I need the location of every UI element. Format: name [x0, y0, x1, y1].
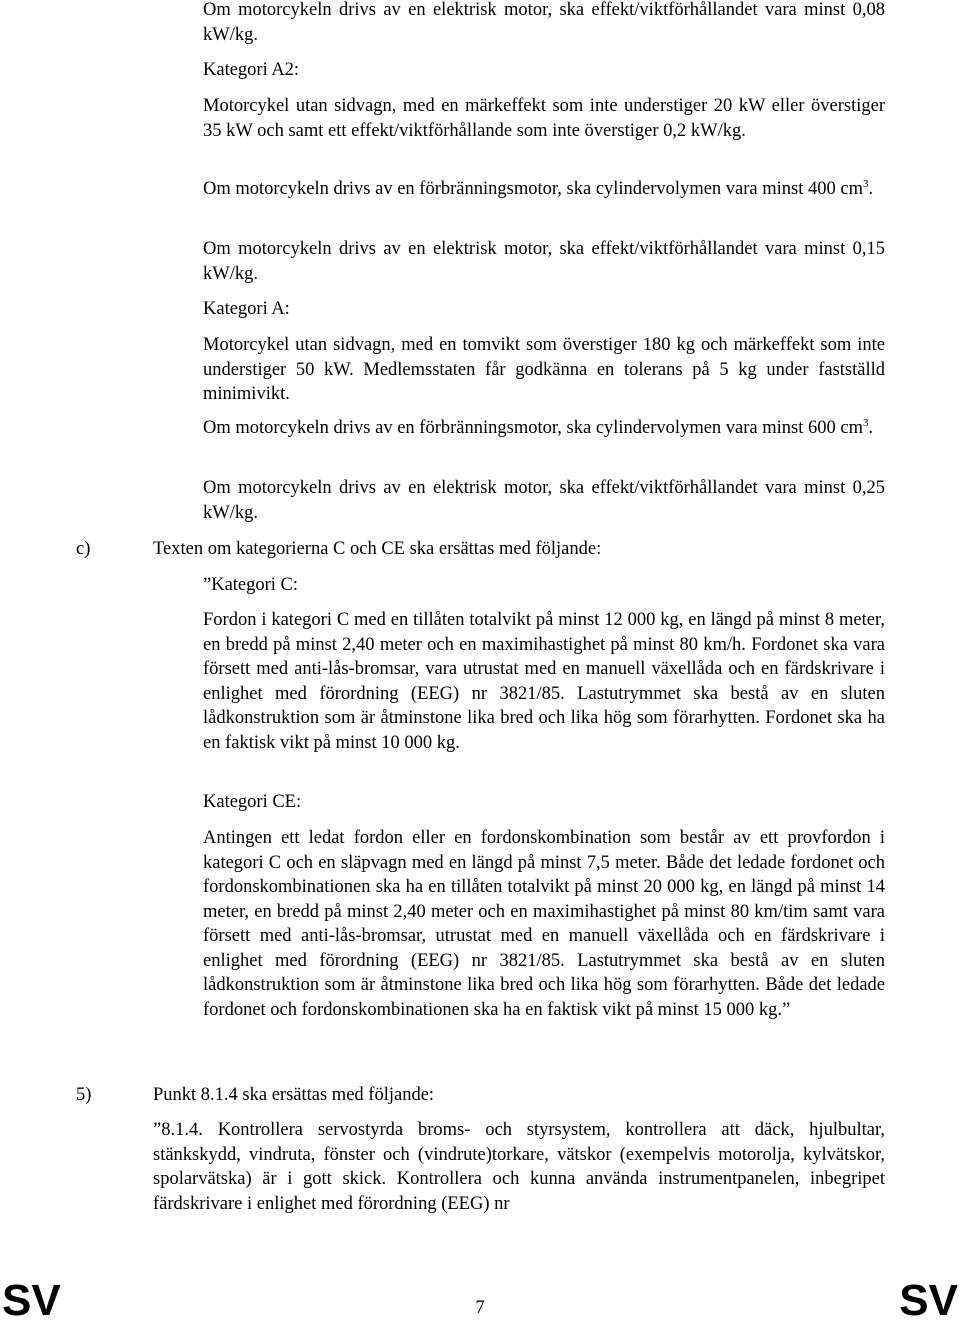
superscript: 3: [862, 417, 869, 429]
heading-kategori-c: ”Kategori C:: [203, 575, 299, 595]
heading-kategori-ce: Kategori CE:: [203, 792, 302, 812]
a-combustion-end: .: [868, 418, 874, 438]
paragraph-5-intro: Punkt 8.1.4 ska ersättas med följande:: [153, 1085, 435, 1105]
paragraph-a-definition: Motorcykel utan sidvagn, med en tomvikt som överstiger 180 kg och märkeffekt som inte understiger 50 kW. Medlemsstaten får godkänna en tolerans på 5 kg under fastställd minimivikt.: [203, 335, 885, 404]
paragraph-a2-combustion: [203, 177, 885, 202]
paragraph-5-text: ”8.1.4. Kontrollera servostyrda broms- och styrsystem, kontrollera att däck, hjulbultar, stänkskydd, vindruta, fönster och (vindrute)torkare, vätskor (exempelvis motorolja, kylvätskor, spolarvätska) är i gott skick. Kontrollera och kunna använda instrumentpanelen, inbegripet färdskrivare i enlighet med förordning (EEG) nr: [153, 1120, 885, 1214]
paragraph-ce-definition: Antingen ett ledat fordon eller en fordonskombination som består av ett provfordon i kategori C och en släpvagn med en längd på minst 7,5 meter. Både det ledade fordonet och fordonskombinationen ska ha en tillåten totalvikt på minst 20 000 kg, en längd på minst 14 meter, en bredd på minst 2,40 meter och en maximihastighet på minst 80 km/tim samt vara försett med anti-lås-bromsar, utrustat med en manuell växellåda och en färdskrivare i enlighet med förordning (EEG) nr 3821/85. Lastutrymmet ska bestå av en sluten lådkonstruktion som är åtminstone lika bred och lika hög som förarhytten. Både det ledade fordonet och fordonskombinationen ska ha en faktisk vikt på minst 15 000 kg.”: [203, 828, 885, 1020]
paragraph-a2-electric: Om motorcykeln drivs av en elektrisk motor, ska effekt/viktförhållandet vara minst 0,15 kW/kg.: [203, 239, 885, 284]
superscript: 3: [862, 178, 869, 190]
heading-kategori-a: Kategori A:: [203, 299, 290, 319]
a-combustion-text: Om motorcykeln drivs av en förbränningsmotor, ska cylindervolymen vara minst 600 cm: [203, 418, 863, 438]
footer-language-left: SV: [2, 1276, 61, 1325]
list-marker-c: c): [76, 539, 91, 559]
paragraph-a-combustion: [203, 416, 885, 441]
heading-kategori-a2: Kategori A2:: [203, 60, 300, 80]
a2-combustion-text: Om motorcykeln drivs av en förbränningsmotor, ska cylindervolymen vara minst 400 cm: [203, 179, 863, 199]
paragraph-a2-definition: Motorcykel utan sidvagn, med en märkeffekt som inte understiger 20 kW eller överstiger 35 kW och samt ett effekt/viktförhållande som inte överstiger 0,2 kW/kg.: [203, 96, 885, 141]
paragraph-a-electric: Om motorcykeln drivs av en elektrisk motor, ska effekt/viktförhållandet vara minst 0,25 kW/kg.: [203, 478, 885, 523]
paragraph-c-intro: Texten om kategorierna C och CE ska ersättas med följande:: [153, 539, 602, 559]
paragraph-a1-electric: Om motorcykeln drivs av en elektrisk motor, ska effekt/viktförhållandet vara minst 0,08 kW/kg.: [203, 0, 885, 45]
list-marker-5: 5): [76, 1085, 92, 1105]
footer-language-right: SV: [899, 1276, 958, 1325]
a2-combustion-end: .: [868, 179, 874, 199]
page-number: 7: [475, 1298, 485, 1318]
paragraph-c-definition: Fordon i kategori C med en tillåten totalvikt på minst 12 000 kg, en längd på minst 8 meter, en bredd på minst 2,40 meter och en maximihastighet på minst 80 km/h. Fordonet ska vara försett med anti-lås-bromsar, vara utrustat med en manuell växellåda och en färdskrivare i enlighet med förordning (EEG) nr 3821/85. Lastutrymmet ska bestå av en sluten lådkonstruktion som är åtminstone lika bred och lika hög som förarhytten. Fordonet ska ha en faktisk vikt på minst 10 000 kg.: [203, 610, 885, 753]
